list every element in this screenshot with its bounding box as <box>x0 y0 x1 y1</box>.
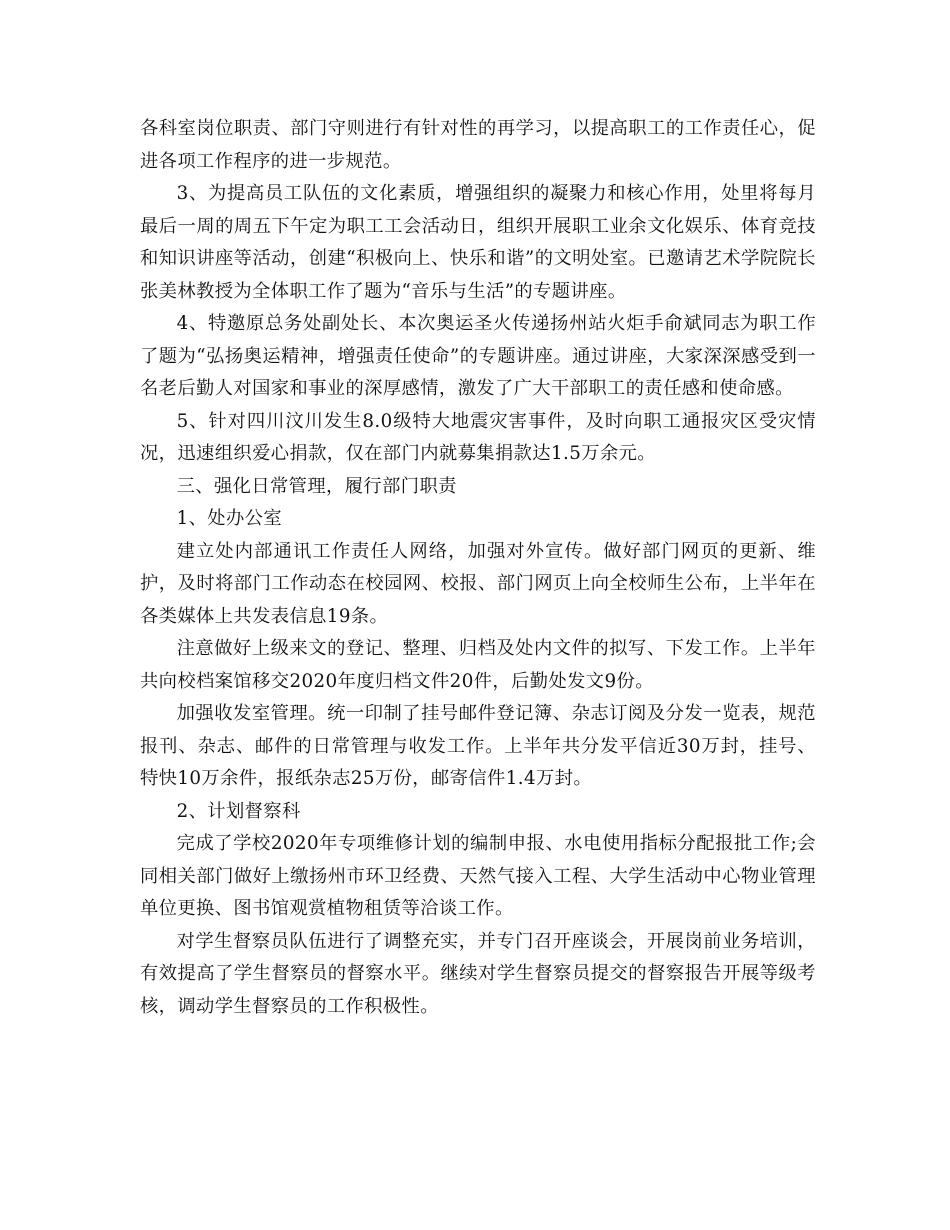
paragraph-item-4: 4、特邀原总务处副处长、本次奥运圣火传递扬州站火炬手俞斌同志为职工作了题为“弘扬奥运精神，增强责任使命”的专题讲座。通过讲座，大家深深感受到一名老后勤人对国家和事业的深厚感情，激发了广大干部职工的责任感和使命感。 <box>140 313 816 399</box>
paragraph-office-publicity: 建立处内部通讯工作责任人网络，加强对外宣传。做好部门网页的更新、维护，及时将部门工作动态在校园网、校报、部门网页上向全校师生公布，上半年在各类媒体上共发表信息19条。 <box>140 540 816 627</box>
section-heading-3: 三、强化日常管理，履行部门职责 <box>176 475 457 497</box>
paragraph-item-3: 3、为提高员工队伍的文化素质，增强组织的凝聚力和核心作用，处里将每月最后一周的周五下午定为职工工会活动日，组织开展职工业余文化娱乐、体育竞技和知识讲座等活动，创建“积极向上、快乐和谐”的文明处室。已邀请艺术学院院长张美林教授为全体职工作了题为“音乐与生活”的专题讲座。 <box>140 183 816 302</box>
paragraph-office-mailroom: 加强收发室管理。统一印制了挂号邮件登记簿、杂志订阅及分发一览表，规范报刊、杂志、邮件的日常管理与收发工作。上半年共分发平信近30万封，挂号、特快10万余件，报纸杂志25万份，邮寄信件1.4万封。 <box>140 703 816 789</box>
paragraph-office-documents: 注意做好上级来文的登记、整理、归档及处内文件的拟写、下发工作。上半年共向校档案馆移交2020年度归档文件20件，后勤处发文9份。 <box>140 638 816 692</box>
document-body <box>140 113 816 1023</box>
subsection-heading-planning: 2、计划督察科 <box>176 800 301 822</box>
paragraph-continuation: 各科室岗位职责、部门守则进行有针对性的再学习，以提高职工的工作责任心，促进各项工作程序的进一步规范。 <box>140 118 816 172</box>
paragraph-item-5: 5、针对四川汶川发生8.0级特大地震灾害事件，及时向职工通报灾区受灾情况，迅速组织爱心捐款，仅在部门内就募集捐款达1.5万余元。 <box>140 410 816 464</box>
paragraph-planning-maintenance: 完成了学校2020年专项维修计划的编制申报、水电使用指标分配报批工作;会同相关部门做好上缴扬州市环卫经费、天然气接入工程、大学生活动中心物业管理单位更换、图书馆观赏植物租赁等洽谈工作。 <box>140 833 816 919</box>
subsection-heading-office: 1、处办公室 <box>176 508 283 529</box>
paragraph-planning-inspectors: 对学生督察员队伍进行了调整充实，并专门召开座谈会，开展岗前业务培训，有效提高了学生督察员的督察水平。继续对学生督察员提交的督察报告开展等级考核，调动学生督察员的工作积极性。 <box>140 930 816 1017</box>
